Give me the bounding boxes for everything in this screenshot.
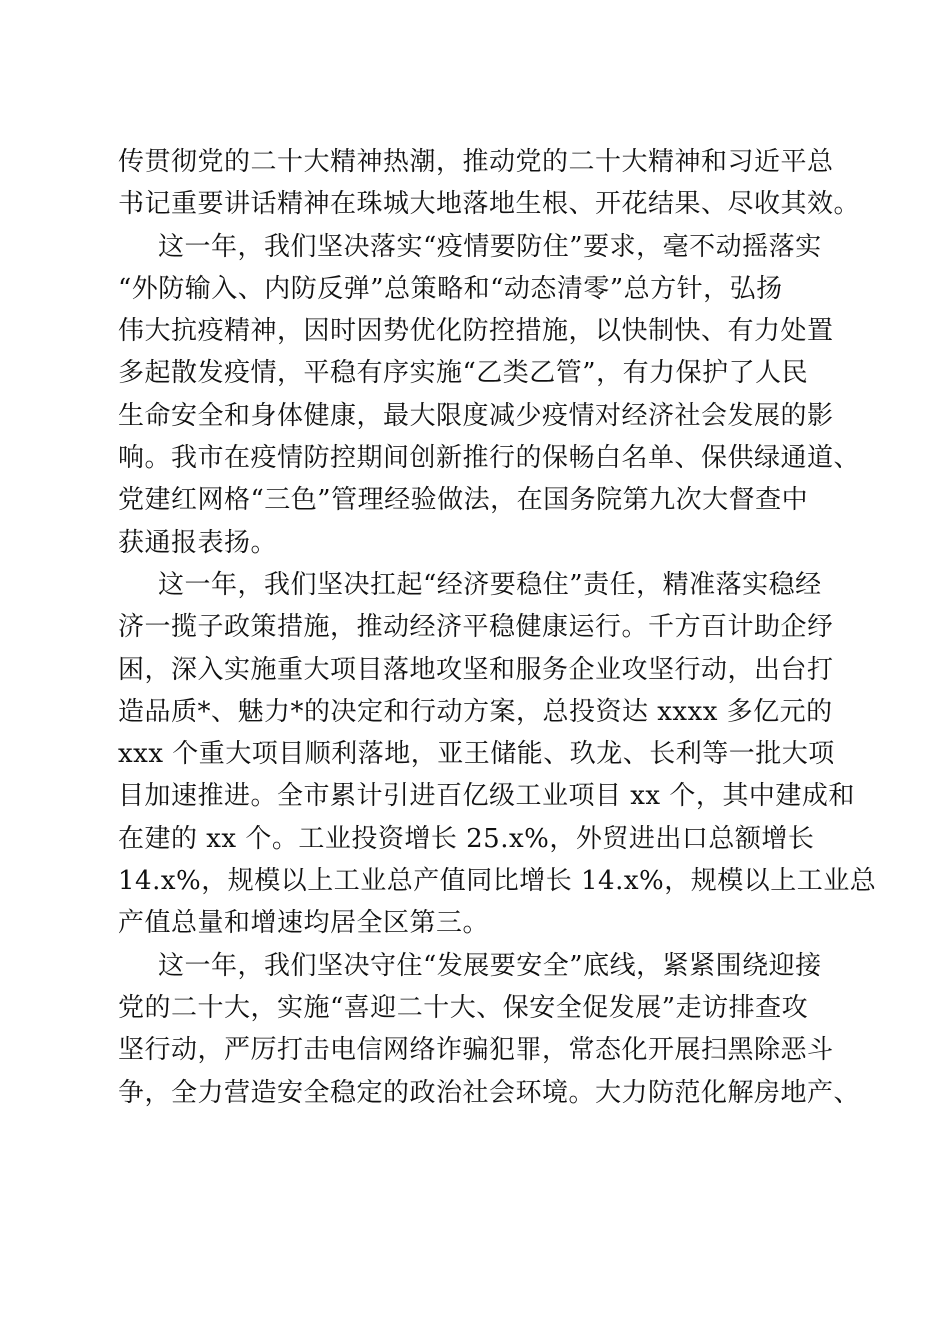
text-line: 目加速推进。全市累计引进百亿级工业项目 xx 个，其中建成和 xyxy=(118,781,855,812)
paragraph-4 xyxy=(118,945,861,1114)
text-line: 在建的 xx 个。工业投资增长 25.x%，外贸进出口总额增长 xyxy=(118,823,815,854)
text-line: 生命安全和身体健康，最大限度减少疫情对经济社会发展的影 xyxy=(118,400,834,431)
text-line: “外防输入、内防反弹”总策略和“动态清零”总方针，弘扬 xyxy=(118,273,783,304)
text-line: 这一年，我们坚决守住“发展要安全”底线，紧紧围绕迎接 xyxy=(158,950,822,981)
paragraph-2 xyxy=(118,226,861,564)
text-line: 困，深入实施重大项目落地攻坚和服务企业攻坚行动，出台打 xyxy=(118,654,834,685)
text-line: 传贯彻党的二十大精神热潮，推动党的二十大精神和习近平总 xyxy=(118,147,834,177)
text-line: 伟大抗疫精神，因时因势优化防控措施，以快制快、有力处置 xyxy=(118,316,834,347)
paragraph-1 xyxy=(118,141,861,226)
text-line: 造品质*、魅力*的决定和行动方案，总投资达 xxxx 多亿元的 xyxy=(118,696,833,727)
text-line: xxx 个重大项目顺利落地，亚王储能、玖龙、长利等一批大项 xyxy=(118,739,835,770)
text-line: 这一年，我们坚决扛起“经济要稳住”责任，精准落实稳经 xyxy=(158,569,822,600)
text-line: 14.x%，规模以上工业总产值同比增长 14.x%，规模以上工业总 xyxy=(118,866,877,897)
text-line: 响。我市在疫情防控期间创新推行的保畅白名单、保供绿通道、 xyxy=(118,443,861,474)
text-line: 获通报表扬。 xyxy=(118,527,278,558)
text-line: 党的二十大，实施“喜迎二十大、保安全促发展”走访排查攻 xyxy=(118,992,809,1023)
text-line: 产值总量和增速均居全区第三。 xyxy=(118,908,490,939)
paragraph-3 xyxy=(118,564,877,945)
text-line: 书记重要讲话精神在珠城大地落地生根、开花结果、尽收其效。 xyxy=(118,189,861,220)
text-line: 坚行动，严厉打击电信网络诈骗犯罪，常态化开展扫黑除恶斗 xyxy=(118,1035,834,1066)
text-line: 争，全力营造安全稳定的政治社会环境。大力防范化解房地产、 xyxy=(118,1077,861,1108)
text-line: 济一揽子政策措施，推动经济平稳健康运行。千方百计助企纾 xyxy=(118,612,834,643)
body-text xyxy=(118,141,877,1114)
text-line: 这一年，我们坚决落实“疫情要防住”要求，毫不动摇落实 xyxy=(158,231,822,262)
text-line: 多起散发疫情，平稳有序实施“乙类乙管”，有力保护了人民 xyxy=(118,358,809,389)
text-line: 党建红网格“三色”管理经验做法，在国务院第九次大督查中 xyxy=(118,485,809,516)
